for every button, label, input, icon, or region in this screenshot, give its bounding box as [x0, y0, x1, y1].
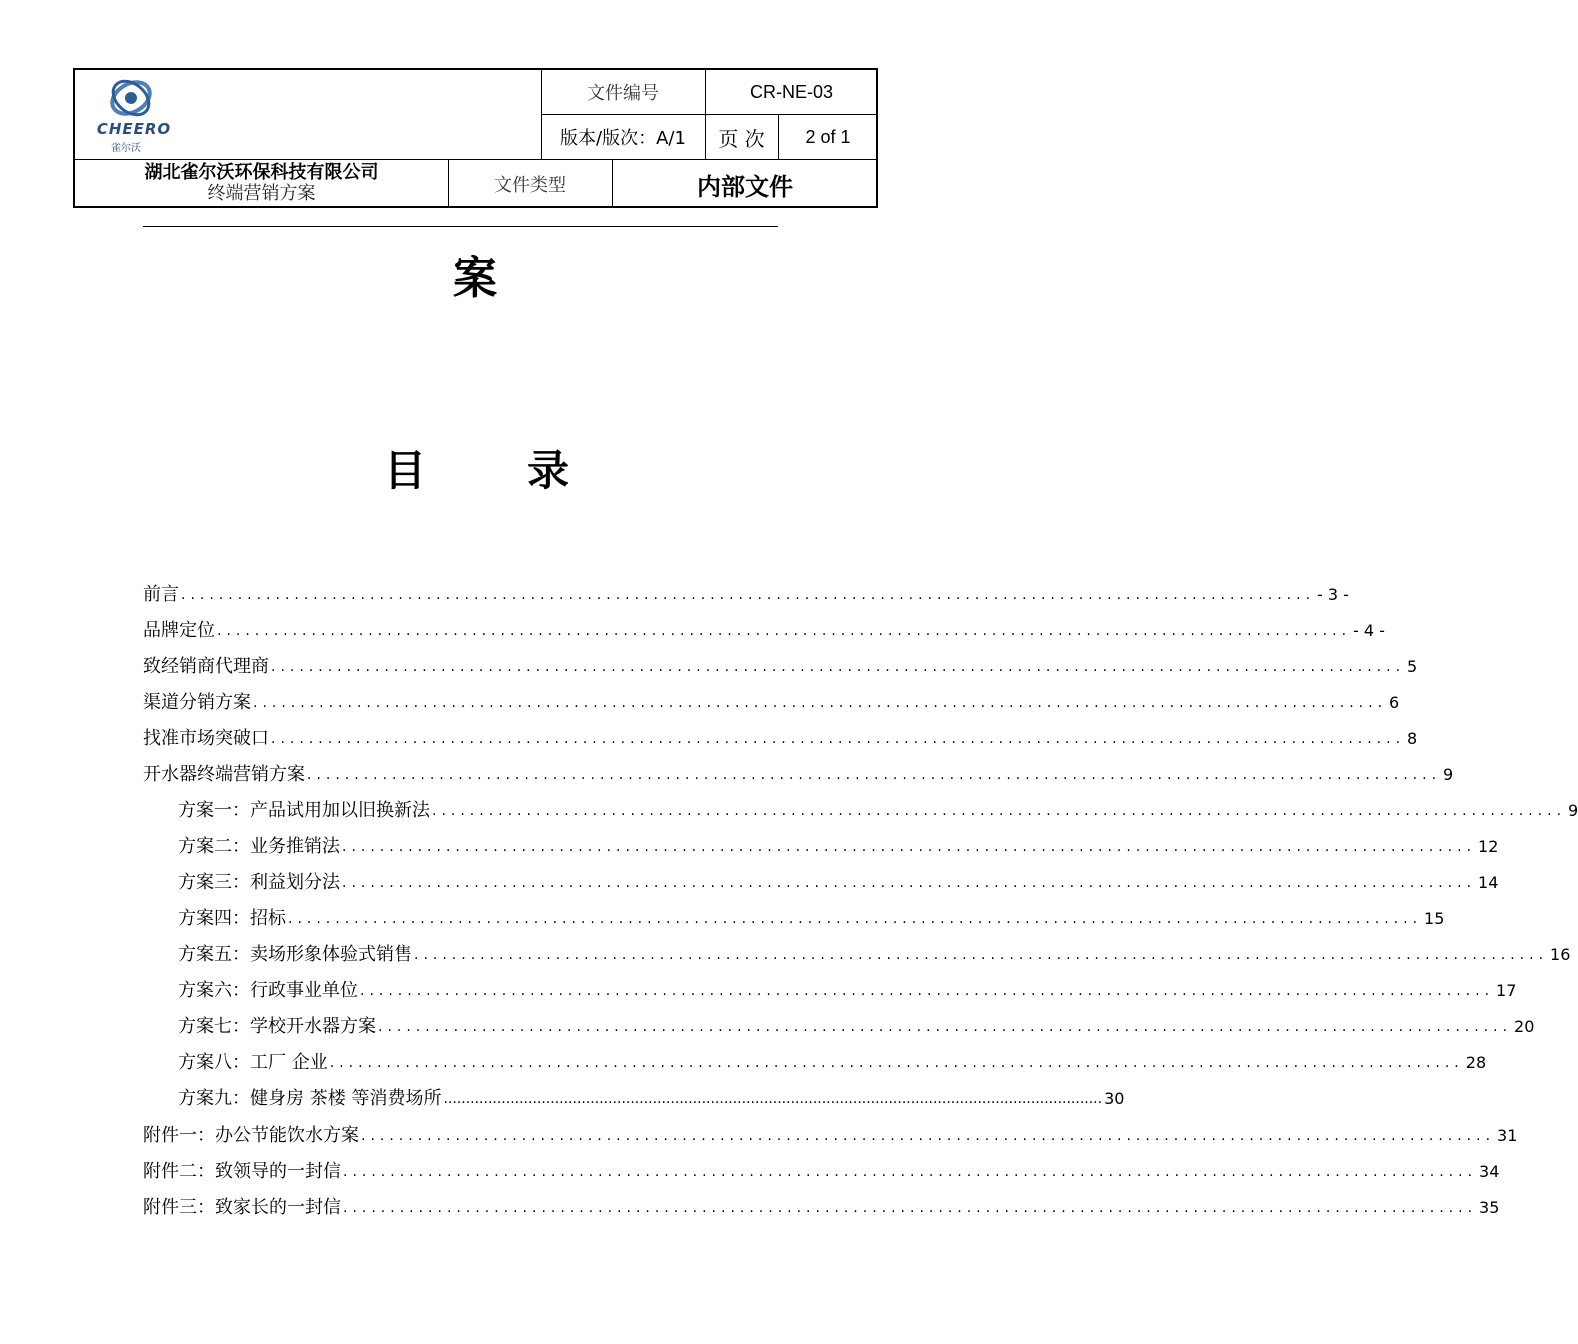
toc-leader: ........................................................................................................................ — [414, 947, 1549, 963]
toc-entry[interactable] — [143, 1157, 1500, 1183]
toc-entry-page: 6 — [1389, 693, 1400, 712]
toc-entry[interactable] — [178, 1048, 1487, 1074]
toc-leader: ........................................................................................................................ — [329, 1055, 1464, 1071]
toc-leader: ........................................................................................................................ — [360, 983, 1495, 999]
toc-entry-label: 附件三：致家长的一封信 — [143, 1197, 341, 1218]
toc-entry-label: 渠道分销方案 — [143, 692, 251, 713]
toc-leader: ........................................................................................................................ — [342, 839, 1477, 855]
page-value: 2 of 1 — [805, 126, 851, 147]
toc-entry-label: 方案七：学校开水器方案 — [178, 1016, 376, 1037]
header-rule — [143, 226, 778, 227]
doc-type-value: 内部文件 — [697, 172, 793, 201]
toc-entry-page: 30 — [1104, 1089, 1125, 1108]
toc-entry[interactable] — [143, 1121, 1518, 1147]
toc-entry[interactable] — [178, 832, 1499, 858]
toc-entry-label: 方案三：利益划分法 — [178, 872, 340, 893]
toc-title-left: 目 — [384, 446, 427, 495]
doc-type-label: 文件类型 — [494, 175, 566, 196]
toc-entry-label: 品牌定位 — [143, 620, 215, 641]
logo-chinese-text: 雀尔沃 — [111, 143, 141, 154]
toc-entry-label: 方案八：工厂 企业 — [178, 1052, 328, 1073]
toc-entry-page: 28 — [1465, 1053, 1487, 1072]
doc-number-label: 文件编号 — [587, 83, 659, 104]
toc-entry-page: 9 — [1568, 801, 1578, 820]
toc-entry-label: 开水器终端营销方案 — [143, 764, 305, 785]
toc-entry[interactable] — [143, 580, 1349, 606]
toc-leader: ........................................................................................................................ — [217, 623, 1352, 639]
document-name: 终端营销方案 — [207, 183, 316, 204]
toc-entry[interactable] — [143, 724, 1418, 750]
company-name: 湖北雀尔沃环保科技有限公司 — [144, 162, 379, 183]
toc-entry[interactable] — [178, 904, 1445, 930]
toc-entry-page: 17 — [1496, 981, 1517, 1000]
toc-entry-label: 致经销商代理商 — [143, 656, 269, 677]
toc-entry[interactable] — [143, 688, 1400, 714]
toc-leader: ........................................................................................................................ — [253, 695, 1388, 711]
toc-entry-label: 附件二：致领导的一封信 — [143, 1161, 341, 1182]
toc-entry[interactable] — [143, 652, 1418, 678]
toc-entry-page: 14 — [1478, 873, 1499, 892]
document-header — [73, 68, 878, 208]
toc-entry[interactable] — [178, 1012, 1535, 1038]
toc-leader: ........................................................................................................................ — [271, 659, 1406, 675]
toc-entry[interactable] — [143, 616, 1385, 642]
toc-entry-page: 31 — [1497, 1126, 1518, 1145]
toc-entry-page: 9 — [1443, 765, 1454, 784]
toc-entry-page: 16 — [1550, 945, 1571, 964]
toc-entry-page: - 4 - — [1353, 621, 1385, 640]
toc-entry-label: 方案四：招标 — [178, 908, 286, 929]
toc-title-right: 录 — [527, 446, 570, 495]
toc-entry-page: 8 — [1407, 729, 1418, 748]
version-label: 版本/版次：A/1 — [560, 128, 686, 149]
company-block — [75, 160, 448, 208]
toc-leader: ........................................................................................................................ — [307, 767, 1442, 783]
toc-entry-label: 方案二：业务推销法 — [178, 836, 340, 857]
toc-entry[interactable] — [178, 976, 1517, 1002]
toc-entry-page: 15 — [1424, 909, 1445, 928]
page-label: 页 次 — [718, 126, 765, 151]
toc-entry-page: 12 — [1478, 837, 1499, 856]
toc-entry-page: 20 — [1514, 1017, 1535, 1036]
toc-leader: ........................................................................................................................ — [343, 1164, 1478, 1180]
toc-entry[interactable] — [178, 940, 1571, 966]
toc-leader: .................................................................................................................................................... — [443, 1091, 1103, 1107]
toc-leader: ........................................................................................................................ — [432, 803, 1567, 819]
toc-entry-label: 方案一：产品试用加以旧换新法 — [178, 800, 430, 821]
toc-entry-page: 34 — [1479, 1162, 1500, 1181]
toc-entry-label: 附件一：办公节能饮水方案 — [143, 1125, 359, 1146]
toc-entry[interactable] — [178, 1084, 1125, 1110]
toc-leader: ........................................................................................................................ — [378, 1019, 1513, 1035]
toc-leader: ........................................................................................................................ — [361, 1128, 1496, 1144]
toc-entry-page: - 3 - — [1317, 585, 1349, 604]
logo-wordmark: CHEERO — [96, 120, 172, 138]
toc-entry-label: 方案六：行政事业单位 — [178, 980, 358, 1001]
toc-leader: ........................................................................................................................ — [271, 731, 1406, 747]
toc-leader: ........................................................................................................................ — [288, 911, 1423, 927]
toc-entry-label: 方案九：健身房 茶楼 等消费场所 — [178, 1088, 442, 1109]
toc-entry[interactable] — [143, 760, 1454, 786]
toc-entry-label: 前言 — [143, 584, 179, 605]
doc-number-value: CR-NE-03 — [749, 81, 833, 102]
toc-entry[interactable] — [143, 1193, 1500, 1219]
toc-leader: ........................................................................................................................ — [343, 1200, 1478, 1216]
toc-entry-page: 35 — [1479, 1198, 1500, 1217]
page-title: 案 — [453, 253, 497, 304]
toc-entry-label: 找准市场突破口 — [143, 728, 269, 749]
toc-entry-label: 方案五：卖场形象体验式销售 — [178, 944, 412, 965]
toc-entry[interactable] — [178, 796, 1578, 822]
toc-leader: ........................................................................................................................ — [181, 587, 1316, 603]
toc-entry-page: 5 — [1407, 657, 1418, 676]
toc-entry[interactable] — [178, 868, 1499, 894]
toc-leader: ........................................................................................................................ — [342, 875, 1477, 891]
